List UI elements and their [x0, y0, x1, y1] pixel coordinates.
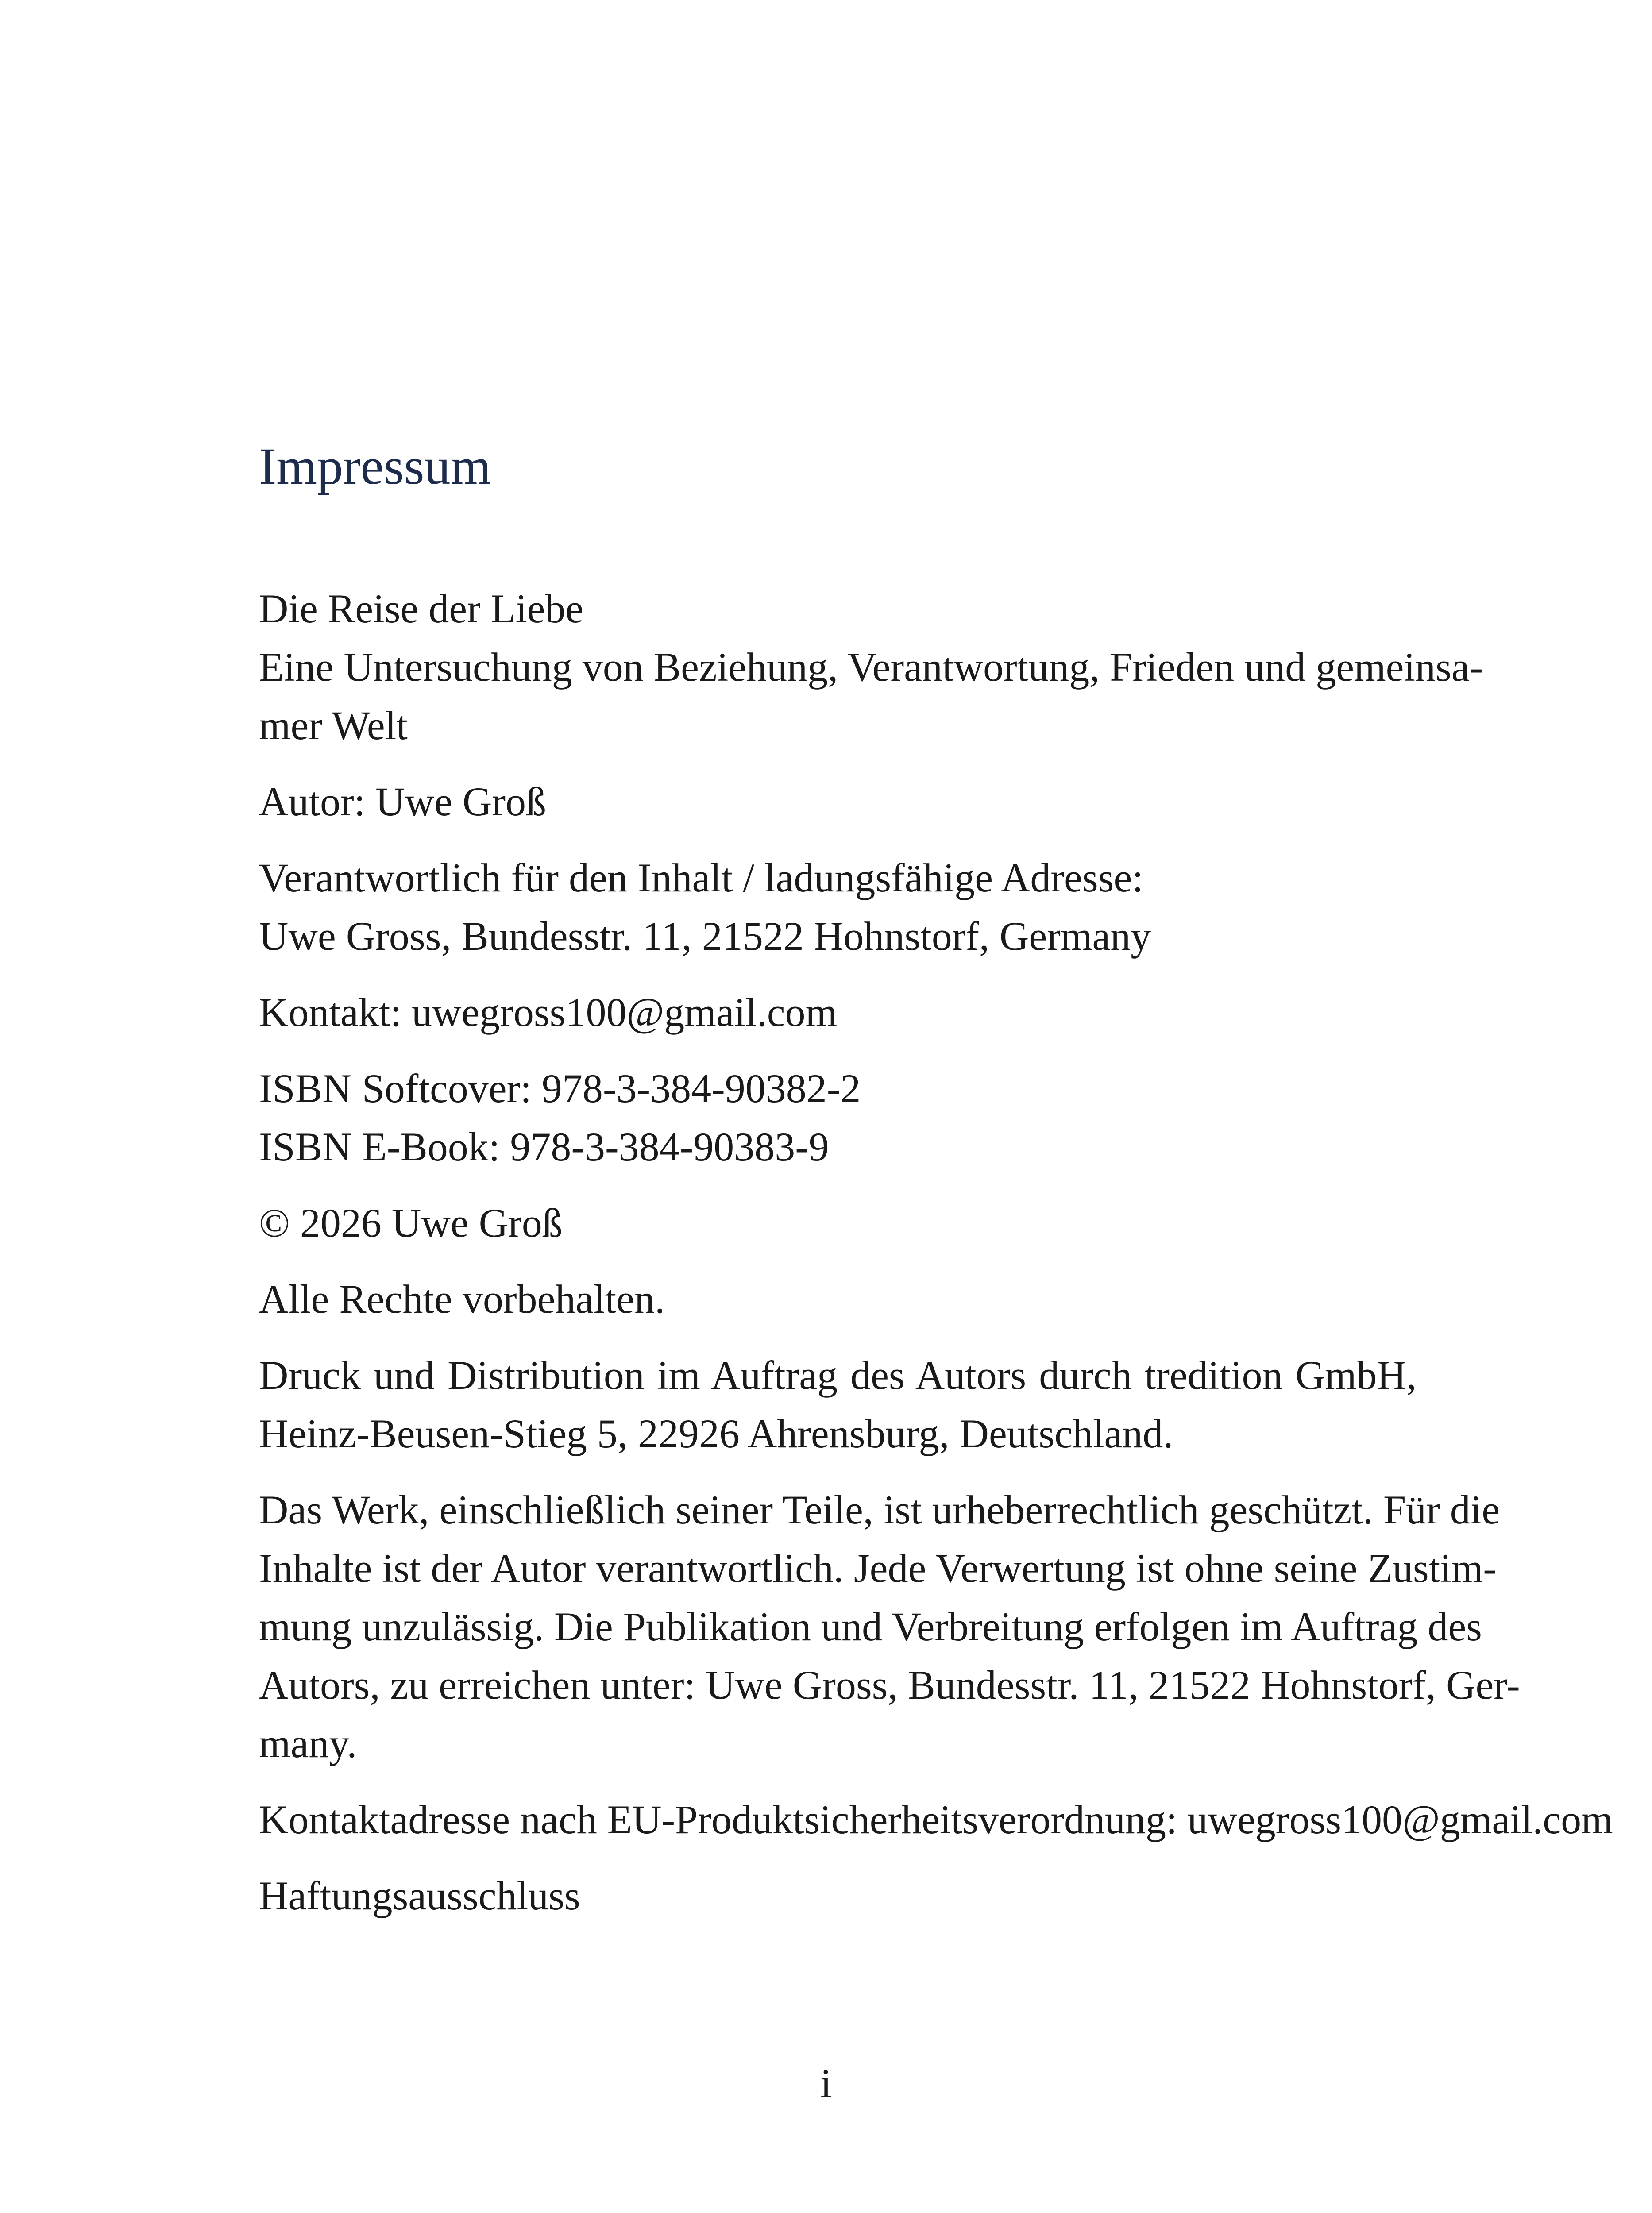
eu-contact-text: Kontaktadresse nach EU-Produktsicherheitsverordnung: uwegross100@gmail.com — [259, 1797, 1613, 1842]
legal-block — [259, 1480, 1520, 1773]
responsible-label: Verantwortlich für den Inhalt / ladungsfähige Adresse: — [259, 855, 1143, 900]
imprint-body — [259, 579, 1613, 1943]
page-heading: Impressum — [259, 437, 491, 495]
legal-line-1: Das Werk, einschließlich seiner Teile, ist urheberrechtlich geschützt. Für die — [259, 1487, 1500, 1532]
book-subtitle-line-2: mer Welt — [259, 703, 408, 748]
rights-block — [259, 1270, 1417, 1328]
title-block — [259, 579, 1483, 755]
distribution-line-2: Heinz-Beusen-Stieg 5, 22926 Ahrensburg, Deutschland. — [259, 1411, 1173, 1456]
isbn-softcover: ISBN Softcover: 978-3-384-90382-2 — [259, 1066, 861, 1111]
contact-block — [259, 983, 1417, 1041]
distribution-line-1: Druck und Distribution im Auftrag des Autors durch tredition GmbH, — [259, 1353, 1417, 1398]
book-subtitle-line-1: Eine Untersuchung von Beziehung, Verantwortung, Frieden und gemeinsa- — [259, 644, 1483, 690]
legal-line-4: Autors, zu erreichen unter: Uwe Gross, Bundesstr. 11, 21522 Hohnstorf, Ger- — [259, 1662, 1520, 1708]
disclaimer-block — [259, 1866, 1417, 1925]
author-block — [259, 772, 1417, 831]
legal-line-5: many. — [259, 1721, 357, 1766]
contact-text: Kontakt: uwegross100@gmail.com — [259, 990, 838, 1035]
page-number: i — [820, 2061, 832, 2106]
isbn-ebook: ISBN E-Book: 978-3-384-90383-9 — [259, 1124, 829, 1169]
rights-text: Alle Rechte vorbehalten. — [259, 1276, 665, 1322]
legal-line-2: Inhalte ist der Autor verantwortlich. Jede Verwertung ist ohne seine Zustim- — [259, 1546, 1497, 1591]
copyright-block — [259, 1194, 1417, 1252]
legal-line-3: mung unzulässig. Die Publikation und Verbreitung erfolgen im Auftrag des — [259, 1604, 1482, 1649]
copyright-text: © 2026 Uwe Groß — [259, 1200, 563, 1245]
author-text: Autor: Uwe Groß — [259, 779, 546, 824]
book-title: Die Reise der Liebe — [259, 586, 584, 631]
responsible-block — [259, 848, 1417, 965]
responsible-address: Uwe Gross, Bundesstr. 11, 21522 Hohnstorf, Germany — [259, 914, 1151, 959]
isbn-block — [259, 1059, 1417, 1176]
disclaimer-heading: Haftungsausschluss — [259, 1873, 580, 1918]
distribution-block — [259, 1346, 1417, 1463]
eu-contact-block — [259, 1790, 1613, 1849]
